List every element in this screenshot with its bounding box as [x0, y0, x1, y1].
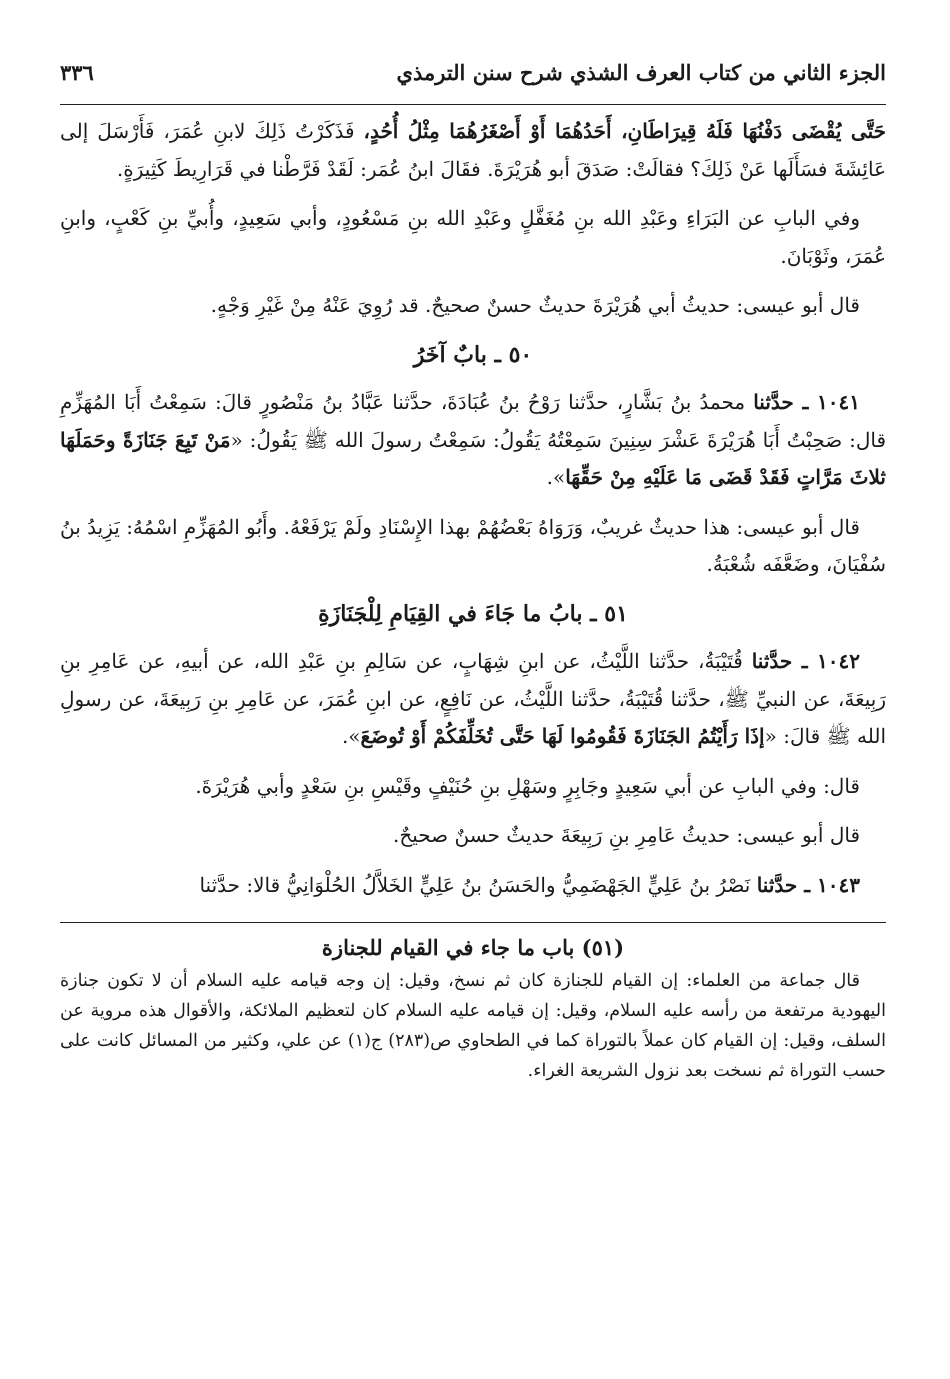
hadith-1042-end: ». — [341, 724, 361, 748]
hadith-number-1043: ١٠٤٣ ـ حدَّثنا — [756, 872, 860, 897]
paragraph-4: قال أبو عيسى: هذا حديثٌ غريبٌ، وَرَوَاهُ بَعْضُهُمْ بهذا الإِسْنَادِ ولَمْ يَرْفَعْهُ. وأَبُو المُهَزِّمِ اسْمُهُ: يَزِيدُ بنُ سُفْيَانَ، وضَعَّفَه شُعْبَةُ. — [60, 514, 886, 576]
hadith-1041 — [60, 384, 886, 497]
chapter-heading-51: ٥١ ـ بابُ ما جَاءَ في القِيَامِ لِلْجَنَازَةِ — [318, 600, 628, 627]
paragraph-5: قال: وفي البابِ عن أبي سَعِيدٍ وجَابِرٍ وسَهْلِ بنِ حُنَيْفٍ وقَيْسِ بنِ سَعْدٍ وأبي هُرَيْرَةَ. — [195, 773, 860, 798]
hadith-1042 — [60, 643, 886, 756]
footnote-text: قال جماعة من العلماء: إن القيام للجنازة كان ثم نسخ، وقيل: إن وجه قيامه عليه السلام أن لا تكون جنازة اليهودية مرتفعة من رأسه عليه السلام، وقيل: إن قيامه عليه السلام كان لتعظيم الملائكة، والأقوال هذه مروية عن السلف، وقيل: إن القيام كان عملاً بالتوراة كما في الطحاوي ص(٢٨٣) ج(١) عن علي، وكثير من المسائل كانت على حسب التوراة ثم نسخت بعد نزول الشريعة الغراء. — [60, 971, 886, 1081]
hadith-number-1041: ١٠٤١ ـ حدَّثنا — [753, 390, 860, 414]
header-title: الجزء الثاني من كتاب العرف الشذي شرح سنن الترمذي — [396, 60, 886, 85]
paragraph-6: قال أبو عيسى: حديثُ عَامِرِ بنِ رَبِيعَةَ حديثٌ حسنٌ صحيحٌ. — [392, 823, 860, 847]
paragraph-1 — [60, 113, 886, 188]
footnote-title: (٥١) باب ما جاء في القيام للجنازة — [321, 935, 625, 960]
paragraph-3: قال أبو عيسى: حديثُ أبي هُرَيْرَةَ حديثٌ حسنٌ صحيحٌ. قد رُوِيَ عَنْهُ مِنْ غَيْرِ وَجْهٍ. — [210, 293, 860, 317]
hadith-number-1042: ١٠٤٢ ـ حدَّثنا — [751, 649, 861, 673]
hadith-1042-matn: إذَا رَأَيْتُمُ الجَنَازَةَ فَقُومُوا لَهَا حَتَّى تُخَلِّفَكُمْ أَوْ تُوضَعَ — [360, 724, 765, 748]
paragraph-1-rest: فَذَكَرْتُ ذَلِكَ لابنِ عُمَرَ، فَأَرْسَلَ إلى عَائِشَةَ فسَأَلَها عَنْ ذَلِكَ؟ فقالَتْ: صَدَقَ أبو هُرَيْرَةَ. فقَالَ ابنُ عُمَر: لَقَدْ فَرَّطْنا في قَرَارِيطَ كَثِيرَةٍ. — [60, 119, 886, 181]
footnote-divider — [60, 922, 886, 923]
paragraph-2: وفي البابِ عن البَرَاءِ وعَبْدِ الله بنِ مُغَفَّلٍ وعَبْدِ الله بنِ مَسْعُودٍ، وأبي سَعِيدٍ، وأُبيِّ بنِ كَعْبٍ، وابنِ عُمَرَ، وثَوْبَانَ. — [60, 206, 886, 268]
hadith-1041-end: ». — [546, 465, 566, 489]
hadith-1043 — [60, 867, 886, 905]
hadith-1043-isnad: نَصْرُ بنُ عَلِيٍّ الجَهْضَمِيُّ والحَسَنُ بنُ عَلِيٍّ الخَلاَّلُ الحُلْوَانِيُّ قالا: حدَّثنا — [199, 872, 757, 897]
running-header — [60, 60, 886, 105]
hadith-1041-isnad: محمدُ بنُ بَشَّارٍ، حدَّثنا رَوْحُ بنُ عُبَادَةَ، حدَّثنا عَبَّادُ بنُ مَنْصُورٍ قالَ: سَمِعْتُ أَبَا المُهَزِّمِ قال: صَحِبْتُ أَبَا هُرَيْرَةَ عَشْرَ سِنِينَ سَمِعْتُهُ يَقُولُ: سَمِعْتُ رسولَ الله ﷺ يَقُولُ: « — [60, 390, 887, 452]
main-text — [60, 113, 886, 904]
chapter-heading-50: ٥٠ ـ بابٌ آخَرُ — [413, 341, 533, 368]
hadith-text-bold: حَتَّى يُقْضَى دَفْنُهَا فَلَهُ قِيرَاطَانِ، أَحَدُهُمَا أَوْ أَصْغَرُهُمَا مِثْلُ أُحُدٍ، — [363, 119, 886, 143]
hadith-1041-matn: مَنْ تَبِعَ جَنَازَةً وحَمَلَهَا ثلاثَ مَرَّاتٍ فَقَدْ قَضَى مَا عَلَيْهِ مِنْ حَقِّهَا — [60, 427, 886, 489]
book-page — [60, 60, 886, 1086]
hadith-1042-isnad: قُتَيْبَةُ، حدَّثنا اللَّيْثُ، عن ابنِ شِهَابٍ، عن سَالِمِ بنِ عَبْدِ الله، عن أبيهِ، عن عَامِرِ بنِ رَبِيعَةَ، عن النبيِّ ﷺ، حدَّثنا قُتَيْبَةُ، حدَّثنا اللَّيْثُ، عن نَافِعٍ، عن ابنِ عُمَرَ، عن عَامِرِ بنِ رَبِيعَةَ، عن رسولِ الله ﷺ قالَ: « — [60, 649, 886, 748]
page-number: ٣٣٦ — [60, 60, 94, 85]
